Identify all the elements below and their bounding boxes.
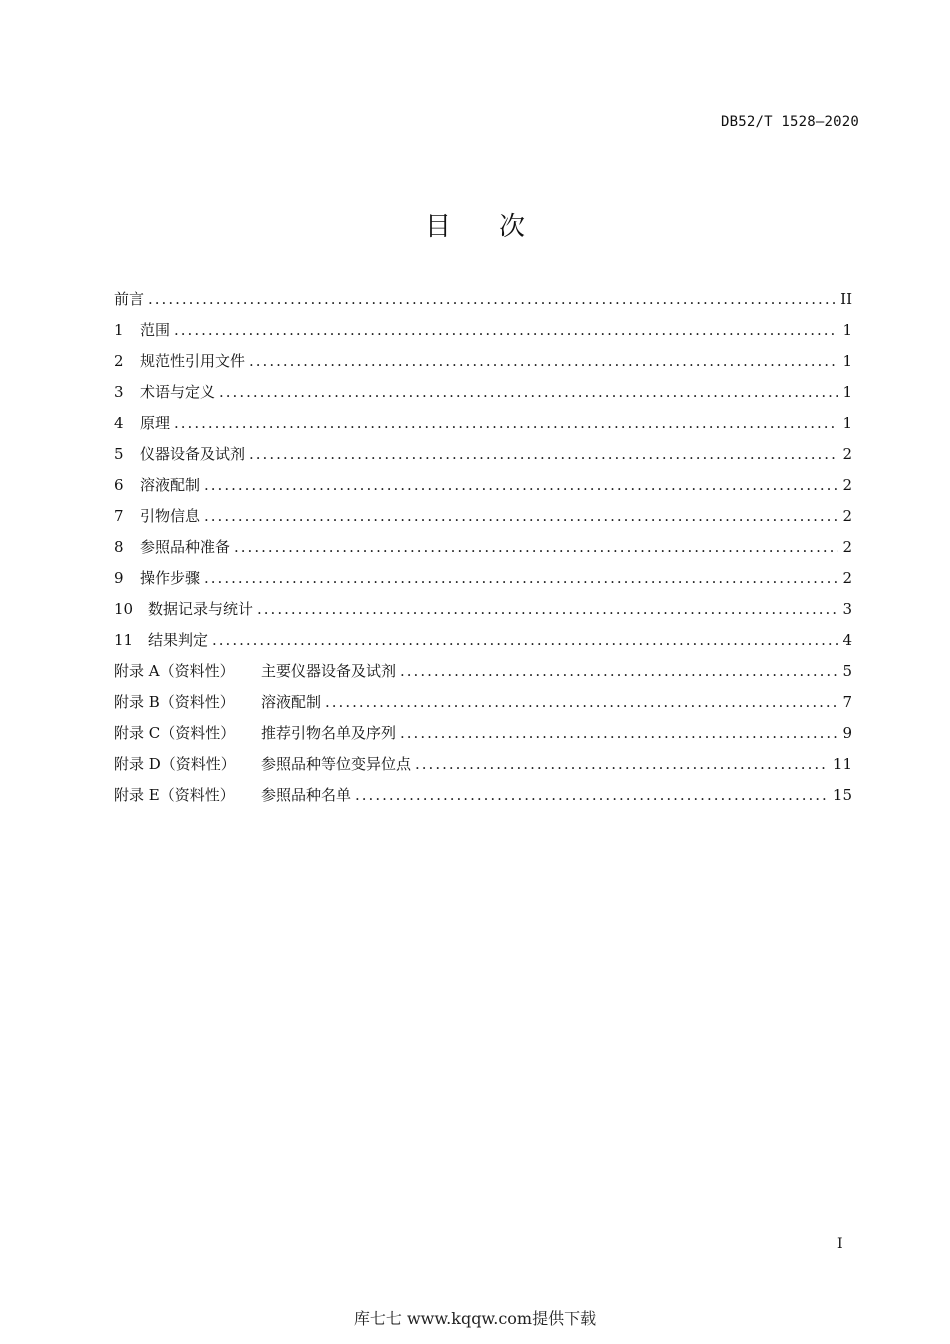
toc-entry-page: II xyxy=(840,290,852,308)
toc-entry-page: 3 xyxy=(842,600,852,618)
toc-entry-number: 1 xyxy=(114,321,124,339)
toc-leader-dots xyxy=(174,408,838,439)
toc-leader-dots xyxy=(234,532,838,563)
toc-entry-label: 前言 xyxy=(114,290,145,308)
toc-leader-dots xyxy=(400,718,838,749)
toc-entry-label: 范围 xyxy=(140,321,171,339)
toc-leader-dots xyxy=(415,749,829,780)
toc-entry-page: 2 xyxy=(842,476,852,494)
toc-leader-dots xyxy=(212,625,838,656)
document-code: DB52/T 1528—2020 xyxy=(720,114,859,130)
toc-entry-page: 1 xyxy=(842,383,852,401)
toc-entry-number: 6 xyxy=(114,476,124,494)
toc-leader-dots xyxy=(148,284,836,315)
toc-entry-label: 主要仪器设备及试剂 xyxy=(261,662,397,680)
toc-entry-number: 10 xyxy=(114,600,134,618)
toc-entry-number: 3 xyxy=(114,383,124,401)
toc-entry-label: 规范性引用文件 xyxy=(140,352,246,370)
toc-leader-dots xyxy=(400,656,838,687)
toc-entry-page: 7 xyxy=(842,693,852,711)
toc-leader-dots xyxy=(204,563,838,594)
toc-appendix-b[interactable] xyxy=(114,687,852,718)
toc-entry-number: 4 xyxy=(114,414,124,432)
toc-entry-page: 1 xyxy=(842,321,852,339)
toc-entry-number: 7 xyxy=(114,507,124,525)
toc-entry-page: 1 xyxy=(842,352,852,370)
toc-leader-dots xyxy=(325,687,838,718)
toc-entry-number: 9 xyxy=(114,569,124,587)
toc-leader-dots xyxy=(174,315,838,346)
toc-leader-dots xyxy=(204,501,838,532)
toc-appendix-e[interactable] xyxy=(114,780,852,811)
toc-entry-label: 推荐引物名单及序列 xyxy=(261,724,397,742)
toc-appendix-c[interactable] xyxy=(114,718,852,749)
toc-appendix-prefix: 附录 D（资料性） xyxy=(114,755,236,773)
toc-entry-2[interactable] xyxy=(114,346,852,377)
toc-appendix-prefix: 附录 C（资料性） xyxy=(114,724,236,742)
toc-entry-foreword[interactable] xyxy=(114,284,852,315)
toc-entry-page: 5 xyxy=(842,662,852,680)
toc-entry-number: 8 xyxy=(114,538,124,556)
toc-entry-page: 11 xyxy=(832,755,852,773)
toc-entry-page: 2 xyxy=(842,538,852,556)
toc-entry-8[interactable] xyxy=(114,532,852,563)
toc-entry-page: 9 xyxy=(842,724,852,742)
toc-entry-11[interactable] xyxy=(114,625,852,656)
toc-entry-page: 2 xyxy=(842,445,852,463)
toc-entry-number: 11 xyxy=(114,631,134,649)
toc-entry-number: 5 xyxy=(114,445,124,463)
toc-entry-5[interactable] xyxy=(114,439,852,470)
toc-entry-9[interactable] xyxy=(114,563,852,594)
toc-entry-4[interactable] xyxy=(114,408,852,439)
toc-appendix-prefix: 附录 A（资料性） xyxy=(114,662,235,680)
toc-leader-dots xyxy=(355,780,829,811)
toc-appendix-prefix: 附录 B（资料性） xyxy=(114,693,235,711)
toc-entry-label: 结果判定 xyxy=(148,631,209,649)
download-watermark: 库七七 www.kqqw.com提供下载 xyxy=(353,1309,597,1328)
toc-entry-page: 4 xyxy=(842,631,852,649)
toc-leader-dots xyxy=(249,439,838,470)
toc-entry-page: 2 xyxy=(842,507,852,525)
toc-leader-dots xyxy=(204,470,838,501)
toc-leader-dots xyxy=(249,346,838,377)
toc-entry-label: 溶液配制 xyxy=(261,693,322,711)
toc-entry-label: 原理 xyxy=(140,414,171,432)
toc-entry-label: 引物信息 xyxy=(140,507,201,525)
toc-entry-label: 操作步骤 xyxy=(140,569,201,587)
toc-appendix-prefix: 附录 E（资料性） xyxy=(114,786,235,804)
toc-entry-label: 参照品种等位变异位点 xyxy=(261,755,412,773)
toc-entry-label: 参照品种准备 xyxy=(140,538,231,556)
toc-leader-dots xyxy=(219,377,838,408)
toc-entry-label: 仪器设备及试剂 xyxy=(140,445,246,463)
toc-leader-dots xyxy=(257,594,838,625)
toc-entry-10[interactable] xyxy=(114,594,852,625)
toc-entry-label: 参照品种名单 xyxy=(261,786,352,804)
toc-entry-page: 15 xyxy=(832,786,852,804)
toc-entry-6[interactable] xyxy=(114,470,852,501)
toc-entry-1[interactable] xyxy=(114,315,852,346)
toc-entry-label: 数据记录与统计 xyxy=(148,600,254,618)
toc-entry-3[interactable] xyxy=(114,377,852,408)
toc-appendix-a[interactable] xyxy=(114,656,852,687)
page-title: 目次 xyxy=(424,212,573,242)
toc-entry-label: 溶液配制 xyxy=(140,476,201,494)
toc-entry-page: 2 xyxy=(842,569,852,587)
table-of-contents xyxy=(114,284,852,811)
toc-entry-page: 1 xyxy=(842,414,852,432)
toc-entry-label: 术语与定义 xyxy=(140,383,216,401)
page-number: I xyxy=(837,1236,843,1252)
toc-entry-7[interactable] xyxy=(114,501,852,532)
toc-entry-number: 2 xyxy=(114,352,124,370)
toc-appendix-d[interactable] xyxy=(114,749,852,780)
